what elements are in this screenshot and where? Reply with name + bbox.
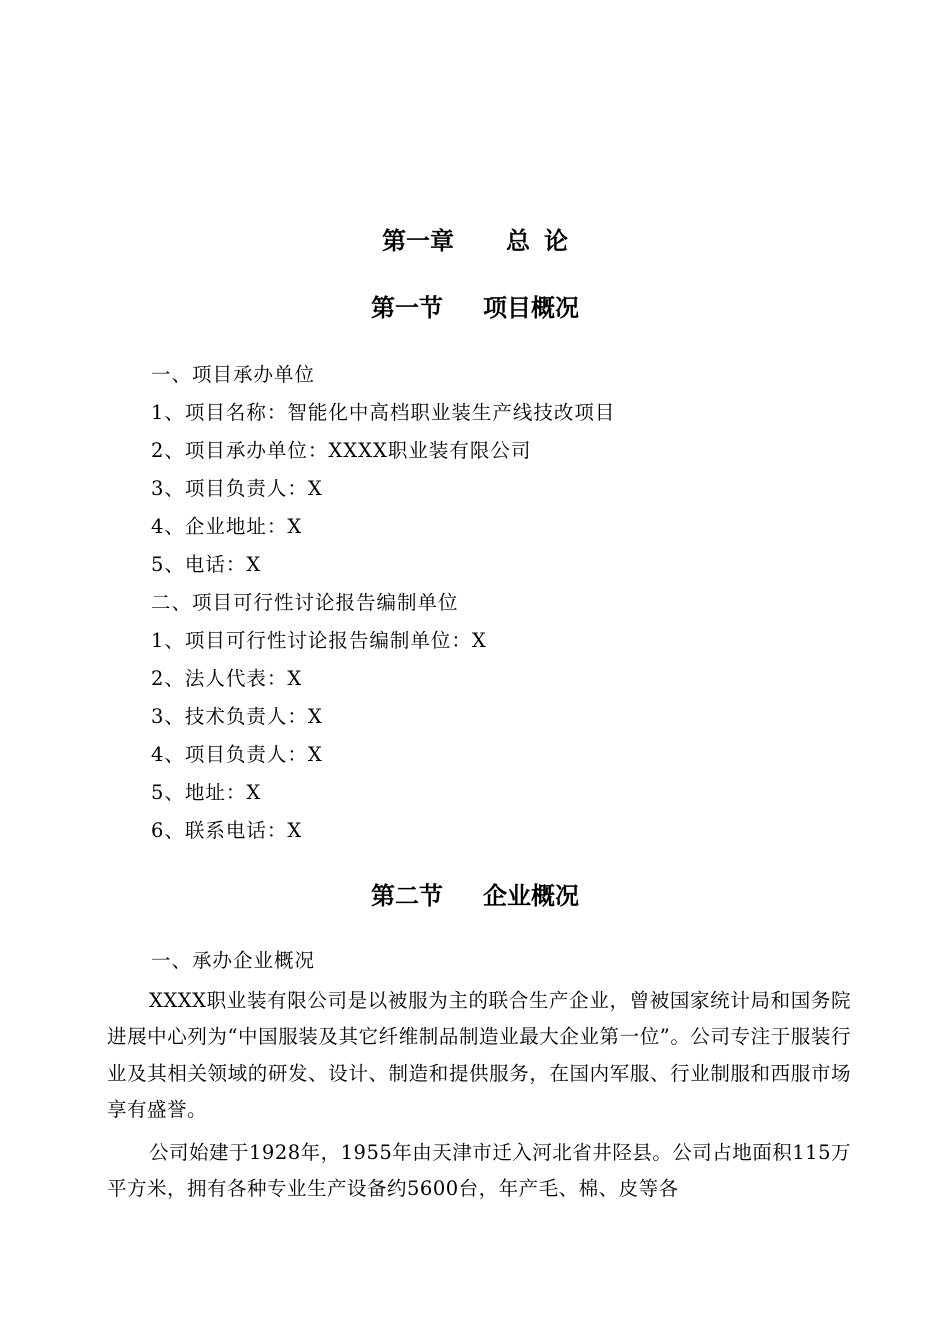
list-item: 1、项目名称：智能化中高档职业装生产线技改项目 — [151, 401, 616, 424]
enterprise-overview-list — [151, 946, 315, 984]
list-item: 1、项目可行性讨论报告编制单位：X — [151, 629, 487, 652]
chapter-title-first: 总 — [506, 227, 530, 255]
paragraph-company-intro: XXXX职业装有限公司是以被服为主的联合生产企业，曾被国家统计局和国务院进展中心列为“中国服装及其它纤维制品制造业最大企业第一位”。公司专注于服装行业及其相关领域的研发、设计、制造和提供服务，在国内军服、行业制服和西服市场享有盛誉。 — [107, 989, 851, 1121]
subheading: 一、承办企业概况 — [151, 949, 316, 972]
list-item: 5、地址：X — [151, 781, 262, 804]
list-item: 二、项目可行性讨论报告编制单位 — [151, 591, 459, 614]
list-item: 3、项目负责人：X — [151, 477, 323, 500]
list-item: 4、企业地址：X — [151, 515, 303, 538]
list-item: 6、联系电话：X — [151, 819, 303, 842]
paragraph-company-history: 公司始建于1928年，1955年由天津市迁入河北省井陉县。公司占地面积115万平方米，拥有各种专业生产设备约5600台，年产毛、棉、皮等各 — [107, 1141, 851, 1201]
section-2-label: 第二节 — [371, 882, 443, 910]
project-overview-list — [151, 360, 615, 854]
list-item: 3、技术负责人：X — [151, 705, 323, 728]
list-item: 2、法人代表：X — [151, 667, 303, 690]
list-item: 4、项目负责人：X — [151, 743, 323, 766]
section-1-heading — [0, 293, 950, 323]
chapter-title-second: 论 — [544, 227, 568, 255]
chapter-heading — [0, 226, 950, 256]
list-item: 5、电话：X — [151, 553, 262, 576]
section-2-title: 企业概况 — [483, 882, 579, 910]
section-1-title: 项目概况 — [483, 294, 579, 322]
list-item: 一、项目承办单位 — [151, 363, 316, 386]
section-1-label: 第一节 — [371, 294, 443, 322]
list-item: 2、项目承办单位：XXXX职业装有限公司 — [151, 439, 532, 462]
chapter-label: 第一章 — [382, 227, 454, 255]
section-2-heading — [0, 881, 950, 911]
